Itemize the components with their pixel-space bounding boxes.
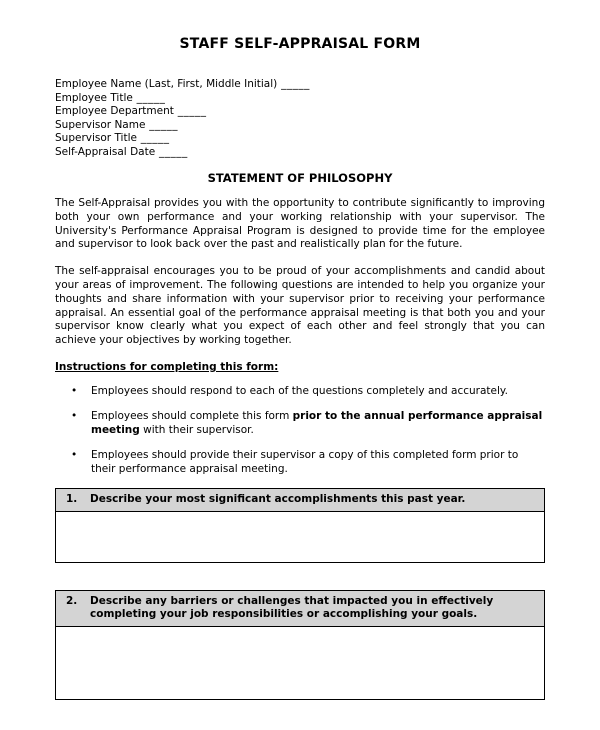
instruction-text-bold: prior to the annual performance appraisal meeting: [91, 410, 543, 436]
field-blank[interactable]: _____: [132, 91, 166, 104]
field-self-appraisal-date: [55, 146, 545, 160]
question-2-header: [56, 591, 544, 627]
question-number: 2.: [66, 594, 78, 607]
field-label: Supervisor Name: [55, 118, 146, 131]
instruction-text: Employees should complete this form: [91, 410, 293, 423]
field-supervisor-title: [55, 132, 545, 146]
question-1-header: [56, 489, 544, 512]
question-box-2: [55, 590, 545, 700]
field-blank[interactable]: _____: [155, 145, 188, 158]
field-label: Self-Appraisal Date: [55, 145, 156, 158]
field-label: Employee Name (Last, First, Middle Initial): [55, 78, 278, 90]
question-text: Describe your most significant accomplishments this past year.: [90, 493, 466, 506]
field-blank[interactable]: _____: [145, 118, 179, 131]
field-employee-name: [55, 78, 545, 92]
instruction-text: with their supervisor.: [139, 423, 254, 436]
question-number: 1.: [66, 493, 78, 506]
question-box-1: [55, 488, 545, 563]
philosophy-heading: STATEMENT OF PHILOSOPHY: [207, 171, 393, 185]
philosophy-paragraph-2: The self-appraisal encourages you to be proud of your accomplishments and candid about your areas of improvement. The following questions are intended to help you organize your thoughts and share information with your supervisor prior to receiving your performance appraisal. An essential goal of the performance appraisal meeting is that both you and your supervisor know clearly what you expect of each other and feel strongly that you can achieve your objectives by working together.: [55, 265, 545, 347]
instruction-text: Employees should provide their supervisor a copy of this completed form prior to their performance appraisal meeting.: [91, 449, 519, 475]
question-1-answer-area[interactable]: [56, 512, 544, 562]
field-label: Employee Department: [55, 105, 174, 117]
field-supervisor-name: [55, 119, 545, 133]
instruction-item: [55, 410, 545, 437]
field-label: Employee Title: [55, 91, 133, 104]
instruction-item: [55, 449, 545, 476]
field-employee-department: [55, 105, 545, 119]
philosophy-paragraph-1: The Self-Appraisal provides you with the opportunity to contribute significantly to improving both your own performance and your working relationship with your supervisor. The University's Performance Appraisal Program is designed to provide time for the employee and supervisor to look back over the past and realistically plan for the future.: [55, 197, 545, 251]
form-title: STAFF SELF-APPRAISAL FORM: [179, 36, 421, 52]
instructions-heading: Instructions for completing this form:: [55, 360, 279, 373]
field-blank[interactable]: _____: [173, 105, 207, 117]
field-blank[interactable]: _____: [277, 78, 310, 90]
instructions-list: [55, 385, 545, 477]
instruction-item: [55, 385, 545, 399]
question-2-answer-area[interactable]: [56, 627, 544, 699]
field-blank[interactable]: _____: [136, 132, 170, 144]
field-label: Supervisor Title: [55, 132, 137, 144]
employee-info-fields: [55, 78, 545, 159]
question-text: Describe any barriers or challenges that impacted you in effectively completing your job responsibilities or accomplishing your goals.: [90, 594, 494, 621]
instruction-text: Employees should respond to each of the questions completely and accurately.: [91, 384, 508, 397]
field-employee-title: [55, 92, 545, 106]
